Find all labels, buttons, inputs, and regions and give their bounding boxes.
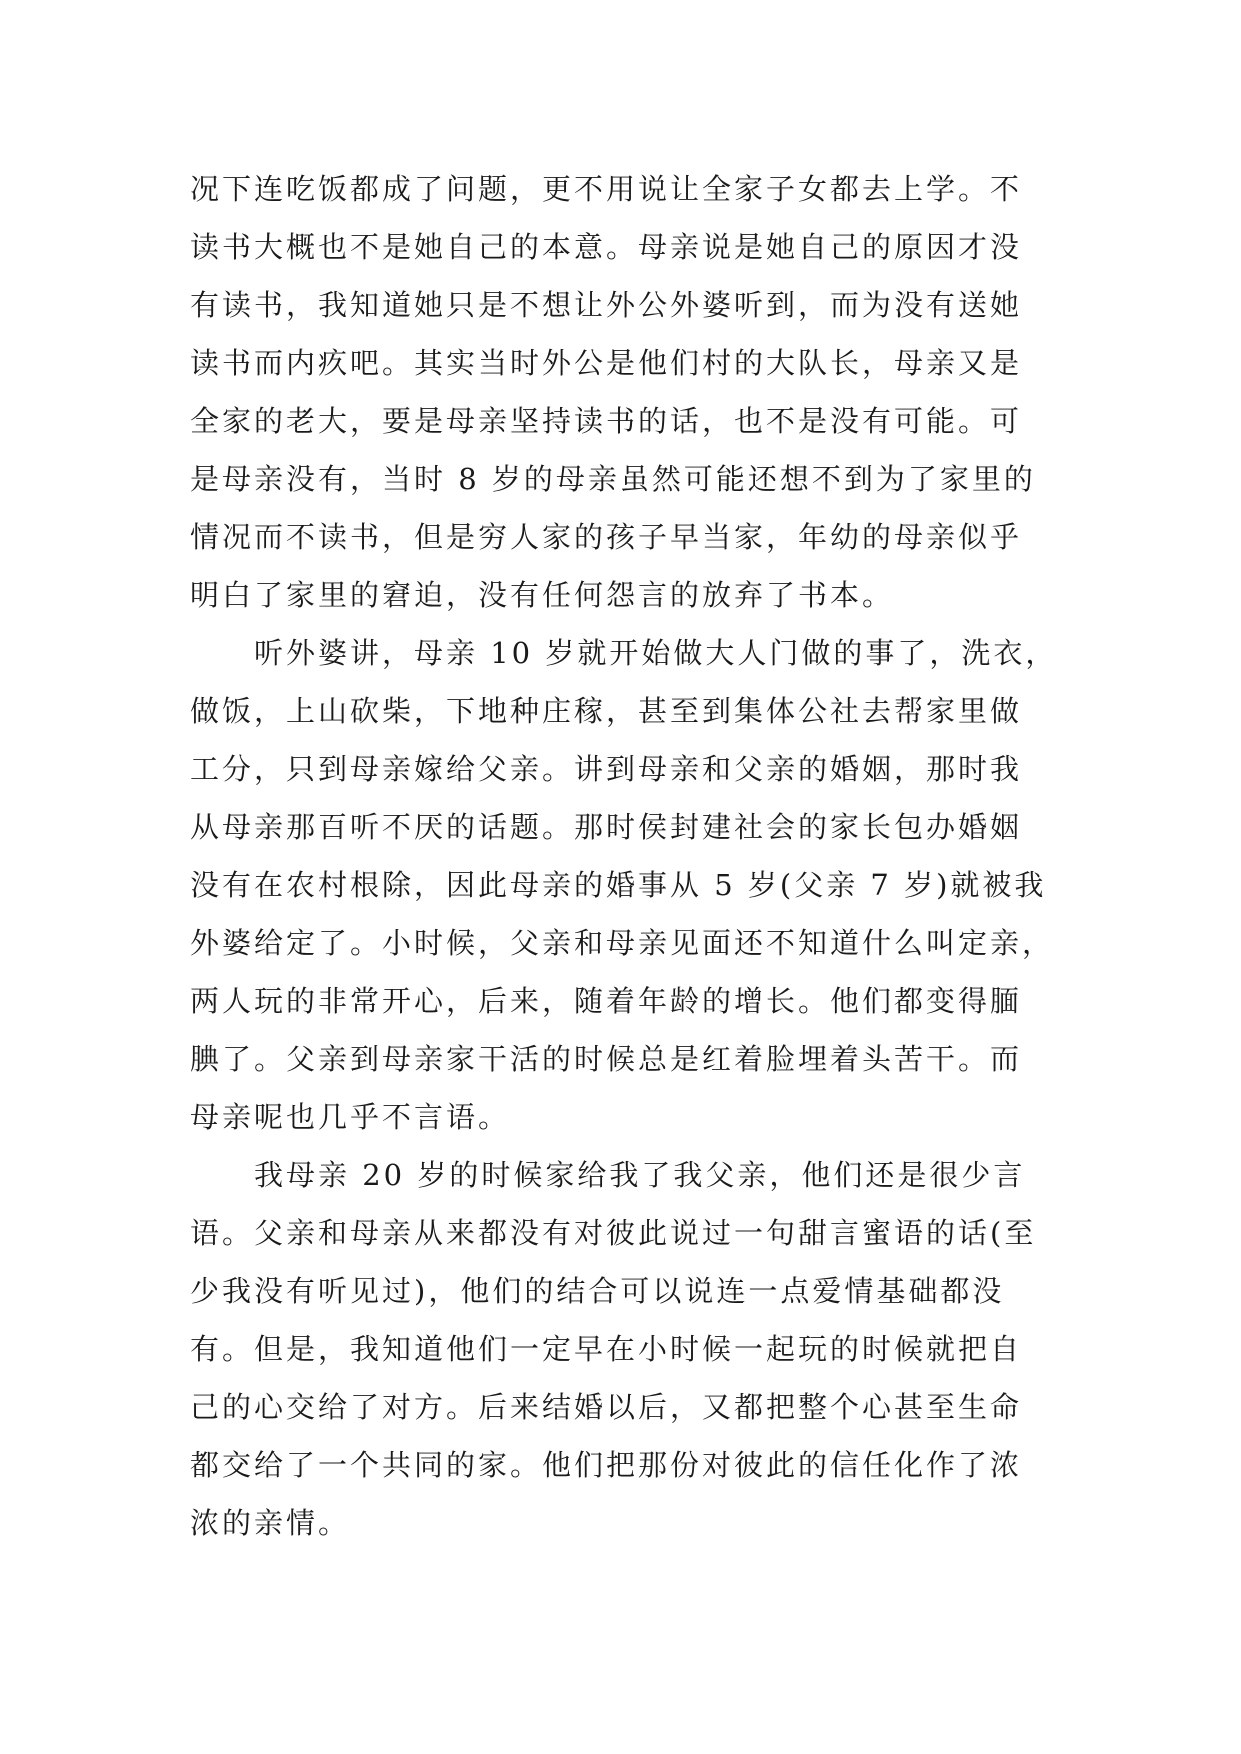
text-line: 外婆给定了。小时候，父亲和母亲见面还不知道什么叫定亲， [190, 926, 1055, 960]
paragraph-3 [190, 1146, 1058, 1552]
text-line: 己的心交给了对方。后来结婚以后，又都把整个心甚至生命 [190, 1390, 1023, 1424]
text-line: 腆了。父亲到母亲家干活的时候总是红着脸埋着头苦干。而 [190, 1042, 1023, 1076]
text-line: 工分，只到母亲嫁给父亲。讲到母亲和父亲的婚姻，那时我 [190, 752, 1023, 786]
text-line: 全家的老大，要是母亲坚持读书的话，也不是没有可能。可 [190, 404, 1023, 438]
text-line: 听外婆讲，母亲 10 岁就开始做大人门做的事了，洗衣， [190, 636, 1058, 670]
text-line: 少我没有听见过)，他们的结合可以说连一点爱情基础都没 [190, 1274, 1005, 1308]
text-line: 是母亲没有，当时 8 岁的母亲虽然可能还想不到为了家里的 [190, 462, 1036, 496]
paragraph-2 [190, 624, 1058, 1146]
text-line: 浓的亲情。 [190, 1506, 351, 1540]
paragraph-1 [190, 160, 1058, 624]
text-line: 都交给了一个共同的家。他们把那份对彼此的信任化作了浓 [190, 1448, 1023, 1482]
text-line: 明白了家里的窘迫，没有任何怨言的放弃了书本。 [190, 578, 895, 612]
text-line: 做饭，上山砍柴，下地种庄稼，甚至到集体公社去帮家里做 [190, 694, 1023, 728]
text-line: 有。但是，我知道他们一定早在小时候一起玩的时候就把自 [190, 1332, 1023, 1366]
text-line: 没有在农村根除，因此母亲的婚事从 5 岁(父亲 7 岁)就被我 [190, 868, 1047, 902]
text-line: 语。父亲和母亲从来都没有对彼此说过一句甜言蜜语的话(至 [190, 1216, 1037, 1250]
text-line: 况下连吃饭都成了问题，更不用说让全家子女都去上学。不 [190, 172, 1023, 206]
text-line: 情况而不读书，但是穷人家的孩子早当家，年幼的母亲似乎 [190, 520, 1023, 554]
text-line: 读书大概也不是她自己的本意。母亲说是她自己的原因才没 [190, 230, 1023, 264]
text-line: 有读书，我知道她只是不想让外公外婆听到，而为没有送她 [190, 288, 1023, 322]
text-line: 母亲呢也几乎不言语。 [190, 1100, 511, 1134]
text-line: 从母亲那百听不厌的话题。那时侯封建社会的家长包办婚姻 [190, 810, 1023, 844]
text-line: 我母亲 20 岁的时候家给我了我父亲，他们还是很少言 [190, 1158, 1026, 1192]
text-line: 读书而内疚吧。其实当时外公是他们村的大队长，母亲又是 [190, 346, 1023, 380]
body-text [190, 160, 1058, 1552]
text-line: 两人玩的非常开心，后来，随着年龄的增长。他们都变得腼 [190, 984, 1023, 1018]
